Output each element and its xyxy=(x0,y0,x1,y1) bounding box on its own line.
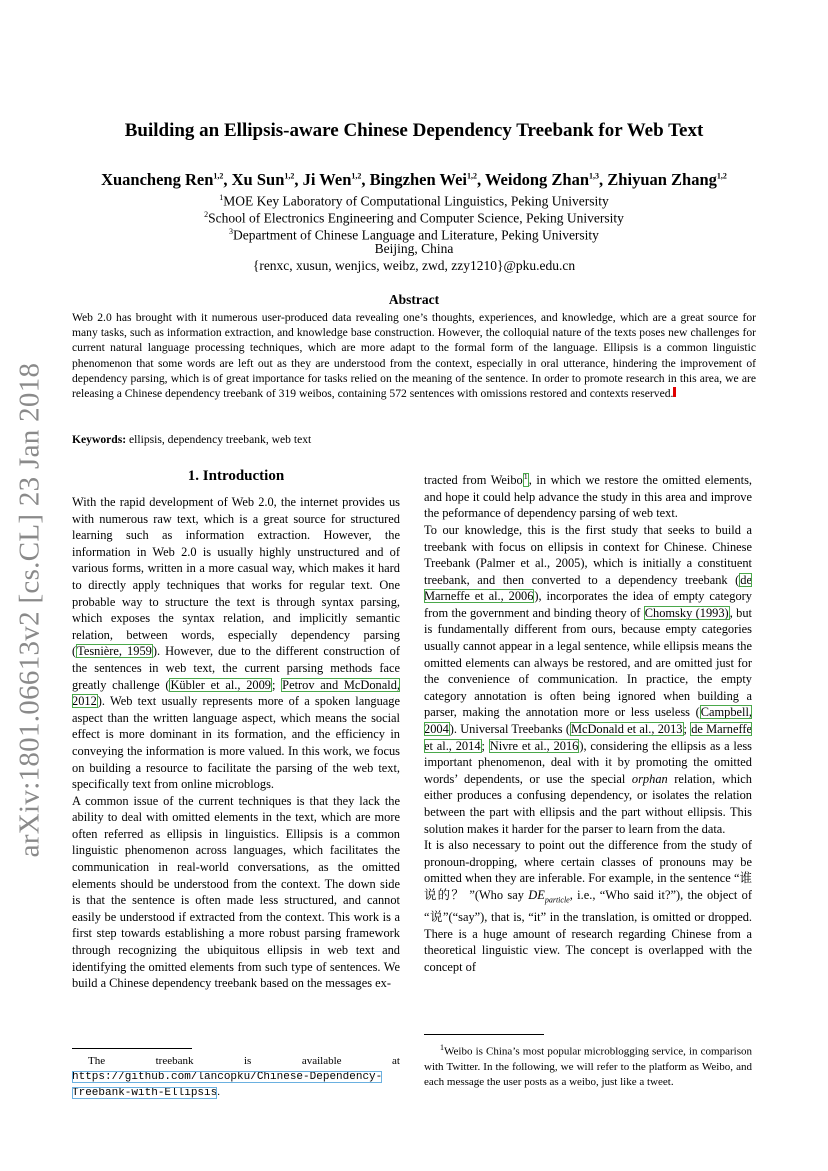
citation-link[interactable]: Tesnière, 1959 xyxy=(77,644,152,659)
author: Xu Sun$^{1,2}$ xyxy=(231,170,295,189)
abstract-heading: Abstract xyxy=(388,292,440,307)
footnote-ref-link[interactable]: 1 xyxy=(523,473,529,487)
right-column xyxy=(424,469,752,975)
affiliation: $^3$Department of Chinese Language and Literature, Peking University xyxy=(229,227,599,243)
author: Zhiyuan Zhang$^{1,2}$ xyxy=(607,170,727,189)
citation-link[interactable]: de Marneffe et al., 2006 xyxy=(424,572,752,604)
right-footnote: $^1$Weibo is China’s most popular microblogging service, in comparison with Twitter. In the following, we will refer to the platform as Weibo, and each message the user posts as a weibo, just like a tweet. xyxy=(424,1043,752,1088)
affiliation: $^1$MOE Key Laboratory of Computational Linguistics, Peking University xyxy=(219,193,609,209)
paragraph: tracted from Weibo$^1$, in which we restore the omitted elements, and hope it could help advance the study in this area and improve the peformance of dependency parsing of web text. xyxy=(424,472,752,521)
paragraph: It is also necessary to point out the difference from the study of pronoun-dropping, where certain classes of pronouns may be omitted when they are inferable. For example, in the sentence “谁说的？ ”(Who say $DE_{particle}$, i.e., “Who said it?”), the object of “说”(“say”), that is, “it” in the translation, is omitted or dropped. There is a huge amount of research regarding Chinese from a theoretical linguistic view. The concept is overlapped with the concept of xyxy=(424,838,752,974)
arxiv-stamp xyxy=(4,362,56,858)
author: Weidong Zhan$^{1,3}$ xyxy=(484,170,600,189)
citation-link[interactable]: Nivre et al., 2016 xyxy=(489,738,579,753)
footnote-rule xyxy=(424,1034,544,1035)
citation-link[interactable]: Petrov and McDonald, 2012 xyxy=(72,677,400,709)
red-marker-icon xyxy=(673,387,676,397)
left-column xyxy=(72,494,400,992)
author-list: Xuancheng Ren$^{1,2}$, Xu Sun$^{1,2}$, Ji Wen$^{1,2}$, Bingzhen Wei$^{1,2}$, Weidong Zhan$^{1,3}$, Zhiyuan Zhang$^{1,2}$ xyxy=(101,170,727,189)
paragraph: To our knowledge, this is the first study that seeks to build a treebank with focus on ellipsis in context for Chinese. Chinese Treebank (Palmer et al., 2005), which is initially a constituent treebank, and then converted to a dependency treebank (de Marneffe et al., 2006), incorporates the idea of empty category from the government and binding theory of Chomsky (1993), but is fundamentally different from ours, because empty categories usually cannot appear in a legal sentence, while ellipsis means the omitted elements can always be restored, and are omitted just for the convenience of communication. In practice, the empty category annotation is often being ignored when building a parser, making the annotation more or less useless (Campbell, 2004). Universal Treebanks (McDonald et al., 2013; de Marneffe et al., 2014; Nivre et al., 2016), considering the ellipsis as a less important phenomenon, deal with it by promoting the omitted words’ dependents, or use the special orphan relation, which either produces a confusing dependency, or isolates the relation between the part with ellipsis and the part without ellipsis. This solution makes it harder for the parser to learn from the data. xyxy=(424,522,753,836)
keywords: Keywords: ellipsis, dependency treebank, web text xyxy=(72,433,312,446)
citation-link[interactable]: de Marneffe et al., 2014 xyxy=(424,722,752,753)
paper-title: Building an Ellipsis-aware Chinese Dependency Treebank for Web Text xyxy=(124,120,704,141)
author: Xuancheng Ren$^{1,2}$ xyxy=(101,170,224,189)
citation-link[interactable]: McDonald et al., 2013 xyxy=(570,722,683,737)
citation-link[interactable]: Kübler et al., 2009 xyxy=(170,677,271,692)
left-footnote: The treebank is available at https://github.com/lancopku/Chinese-Dependency-Treebank-with-Ellipsis. xyxy=(72,1055,400,1099)
paragraph: A common issue of the current techniques is that they lack the ability to deal with omitted elements in the text, which are more often referred as ellipsis in linguistics. Ellipsis is a common linguistic phenomenon across languages, which facilitates the communication in real-world conversations, as the omitted elements should be understood from the context. The down side is that the sentence is often made less structured, and cannot easily be understood if extracted from the context. This work is a first step towards establishing a more robust parsing framework through recognizing the ubiquitous ellipsis in web text and identifying the omitted elements from such type of sentences. We build a Chinese dependency treebank based on the messages ex- xyxy=(72,793,400,991)
abstract-body: Web 2.0 has brought with it numerous user-produced data revealing one’s thoughts, experiences, and knowledge, which are a great source for many tasks, such as information extraction, and knowledge base construction. However, the colloquial nature of the texts poses new challenges for current natural language processing techniques, which are more adapt to the formal form of the language. Ellipsis is a common linguistic phenomenon that some words are left out as they are understood from the context, especially in oral utterance, hindering the improvement of dependency parsing, which is of great importance for tasks relied on the meaning of the sentence. In order to promote research in this area, we are releasing a Chinese dependency treebank of 319 weibos, containing 572 sentences with omissions restored and contexts reserved. xyxy=(72,311,756,401)
author: Ji Wen$^{1,2}$ xyxy=(302,170,362,189)
citation-link[interactable]: Campbell, 2004 xyxy=(424,705,752,737)
affiliation-city: Beijing, China xyxy=(374,241,454,256)
section-heading: 1. Introduction xyxy=(187,468,285,484)
author: Bingzhen Wei$^{1,2}$ xyxy=(369,170,477,189)
paragraph: With the rapid development of Web 2.0, the internet provides us with numerous raw text, which is a great source for structured learning such as information extraction. However, the information in Web 2.0 is usually highly unstructured and of various forms, written in a more casual way, which makes it hard to directly apply techniques that works for regular text. One probable way to structure the text is through syntax parsing, which exposes the syntax relation, and implicitly semantic relation, between words, especially dependency parsing (Tesnière, 1959). However, due to the different construction of the sentences in web text, the current parsing methods face greatly challenge (Kübler et al., 2009; Petrov and McDonald, 2012). Web text usually represents more of a spoken language aspect than the written language aspect, which means the social effect is more dominant in its formation, and the efficiency in conveying the information is more valued. In this work, we focus on building a resource to facilitate the parsing of the web text, specifically text from online microblogs. xyxy=(72,495,400,792)
arxiv-stamp-text: arXiv:1801.06613v2 [cs.CL] 23 Jan 2018 xyxy=(13,362,46,858)
citation-link[interactable]: Chomsky (1993) xyxy=(644,605,729,620)
affiliation: $^2$School of Electronics Engineering and Computer Science, Peking University xyxy=(204,210,624,226)
footnote-rule xyxy=(72,1048,192,1049)
email-list: {renxc, xusun, wenjics, weibz, zwd, zzy1210}@pku.edu.cn xyxy=(252,258,576,273)
treebank-url-link[interactable]: https://github.com/lancopku/Chinese-Dependency-Treebank-with-Ellipsis xyxy=(72,1071,383,1099)
